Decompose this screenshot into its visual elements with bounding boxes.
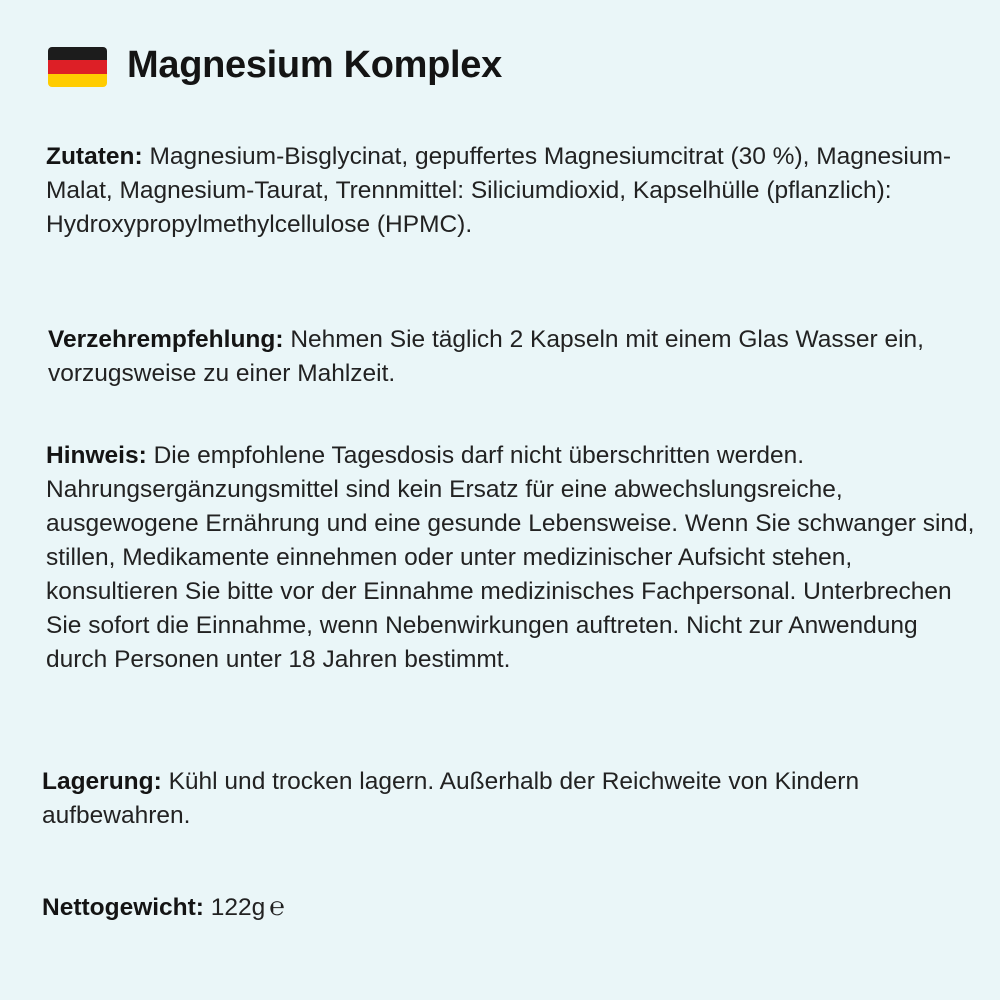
- net-weight-value: 122g: [210, 894, 266, 921]
- ingredients-label: Zutaten:: [46, 143, 143, 170]
- ingredients-section: [46, 140, 976, 242]
- notice-label: Hinweis:: [46, 442, 147, 469]
- notice-section: [46, 439, 976, 677]
- germany-flag-icon: [48, 47, 107, 87]
- storage-label: Lagerung:: [42, 768, 162, 795]
- flag-stripe-black: [48, 47, 107, 60]
- ingredients-text: Magnesium-Bisglycinat, gepuffertes Magnesiumcitrat (30 %), Magnesium-Malat, Magnesium-Taurat, Trennmittel: Siliciumdioxid, Kapselhülle (pflanzlich): Hydroxypropylmethylcellulose (HPMC).: [46, 143, 952, 238]
- net-weight-section: [42, 891, 642, 925]
- estimate-mark-icon: ℮: [269, 891, 285, 921]
- notice-text: Die empfohlene Tagesdosis darf nicht überschritten werden. Nahrungsergänzungsmittel sind kein Ersatz für eine abwechslungsreiche, ausgewogene Ernährung und eine gesunde Lebensweise. Wenn Sie schwanger sind, stillen, Medikamente einnehmen oder unter medizinischer Aufsicht stehen, konsultieren Sie bitte vor der Einnahme medizinisches Fachpersonal. Unterbrechen Sie sofort die Einnahme, wenn Nebenwirkungen auftreten. Nicht zur Anwendung durch Personen unter 18 Jahren bestimmt.: [46, 442, 975, 673]
- net-weight-label: Nettogewicht:: [42, 894, 204, 921]
- storage-section: [42, 765, 942, 833]
- recommendation-text: Nehmen Sie täglich 2 Kapseln mit einem Glas Wasser ein, vorzugsweise zu einer Mahlzeit.: [48, 326, 924, 387]
- recommendation-label: Verzehrempfehlung:: [48, 326, 284, 353]
- recommendation-section: [48, 323, 948, 391]
- flag-stripe-gold: [48, 74, 107, 87]
- page-title: Magnesium Komplex: [127, 44, 502, 86]
- storage-text: Kühl und trocken lagern. Außerhalb der Reichweite von Kindern aufbewahren.: [42, 768, 860, 829]
- flag-stripe-red: [48, 60, 107, 73]
